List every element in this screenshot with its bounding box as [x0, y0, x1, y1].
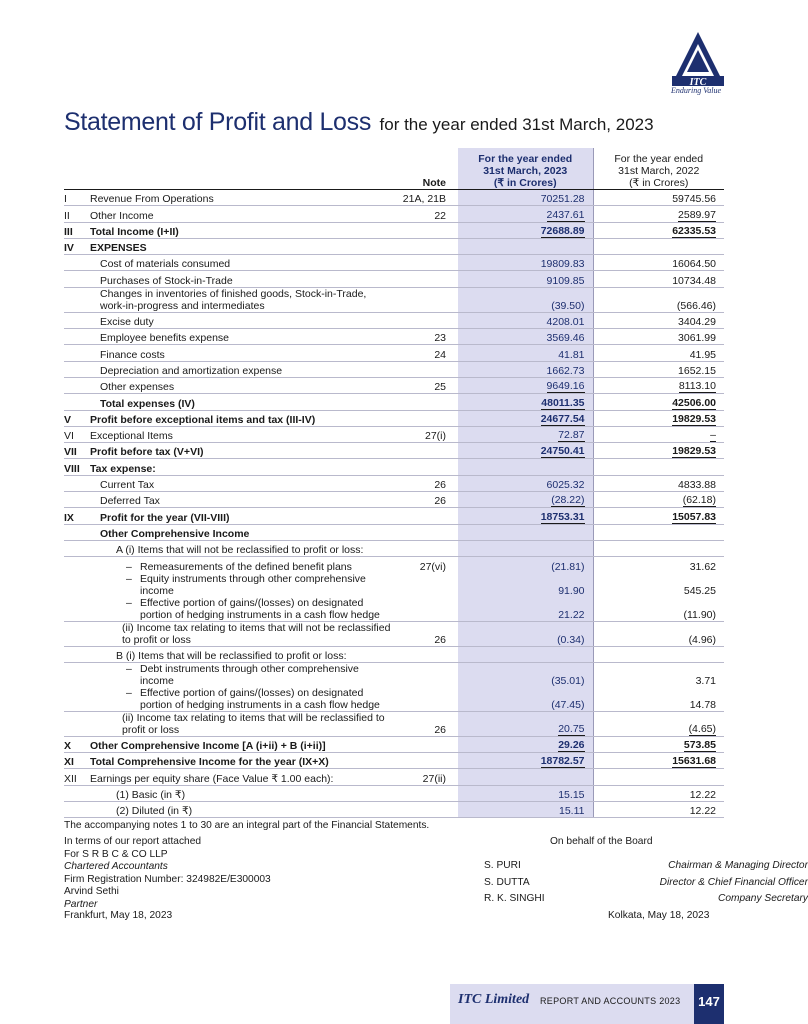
report-name: REPORT AND ACCOUNTS 2023 [540, 996, 681, 1006]
row-roman: XII [64, 769, 86, 785]
row-note [398, 238, 458, 254]
row-note: 21A, 21B [398, 190, 458, 206]
row-roman: I [64, 190, 86, 206]
row-particulars: – Remeasurements of the defined benefit plans [86, 557, 398, 573]
row-current-value [458, 646, 593, 662]
row-current-value: (39.50) [458, 287, 593, 312]
row-previous-value [593, 524, 724, 540]
row-roman: XI [64, 753, 86, 769]
row-roman: IX [64, 508, 86, 524]
table-row [64, 394, 724, 410]
row-particulars: Profit for the year (VII-VIII) [86, 508, 398, 524]
row-particulars: Earnings per equity share (Face Value ₹ 1.00 each): [86, 769, 398, 785]
row-previous-value: 19829.53 [593, 443, 724, 459]
table-row [64, 687, 724, 712]
row-particulars: Other Income [86, 206, 398, 222]
company-name: ITC Limited [458, 992, 530, 1007]
row-previous-value: 8113.10 [593, 377, 724, 393]
row-particulars: Cost of materials consumed [86, 255, 398, 271]
row-roman [64, 475, 86, 491]
row-roman [64, 557, 86, 573]
row-particulars: Other expenses [86, 377, 398, 393]
row-particulars: Employee benefits expense [86, 329, 398, 345]
row-roman [64, 287, 86, 312]
row-previous-value: (4.65) [593, 711, 724, 736]
row-previous-value: (11.90) [593, 597, 724, 622]
row-note [398, 662, 458, 687]
row-note: 27(vi) [419, 560, 446, 573]
row-previous-value: 12.22 [593, 785, 724, 801]
table-row [64, 662, 724, 687]
row-current-value: 70251.28 [458, 190, 593, 206]
row-note [398, 687, 458, 712]
row-roman [64, 524, 86, 540]
row-current-value: (47.45) [458, 687, 593, 712]
row-previous-value: 15631.68 [593, 753, 724, 769]
header-note: Note [398, 148, 458, 190]
row-roman [64, 662, 86, 687]
row-roman [64, 711, 86, 736]
row-current-value: 18753.31 [458, 508, 593, 524]
row-particulars: Other Comprehensive Income [A (i+ii) + B (i+ii)] [86, 736, 398, 752]
row-previous-value: 545.25 [593, 573, 724, 597]
row-current-value: 19809.83 [458, 255, 593, 271]
row-note [398, 597, 458, 622]
row-particulars: Tax expense: [86, 459, 398, 475]
row-roman [64, 255, 86, 271]
row-particulars: EXPENSES [86, 238, 398, 254]
row-note [398, 361, 458, 377]
table-row [64, 557, 724, 573]
row-current-value: 9109.85 [458, 271, 593, 287]
row-current-value: 29.26 [458, 736, 593, 752]
board-member: R. K. SINGHI Company Secretary [484, 893, 808, 904]
place-date-left: Frankfurt, May 18, 2023 [64, 910, 173, 921]
row-note: 22 [398, 206, 458, 222]
row-particulars: A (i) Items that will not be reclassified to profit or loss: [86, 540, 398, 556]
notes-statement: The accompanying notes 1 to 30 are an integral part of the Financial Statements. [64, 820, 430, 831]
row-previous-value: – [593, 426, 724, 442]
row-previous-value: 62335.53 [593, 222, 724, 238]
row-roman [64, 597, 86, 622]
row-previous-value [593, 769, 724, 785]
row-note [398, 222, 458, 238]
row-particulars: Total Comprehensive Income for the year (IX+X) [86, 753, 398, 769]
row-roman [64, 394, 86, 410]
row-note [398, 410, 458, 426]
table-row [64, 238, 724, 254]
row-particulars: Current Tax [86, 475, 398, 491]
row-note [398, 736, 458, 752]
row-particulars: (1) Basic (in ₹) [86, 785, 398, 801]
table-row [64, 287, 724, 312]
row-previous-value: 15057.83 [593, 508, 724, 524]
row-roman [64, 312, 86, 328]
table-row [64, 312, 724, 328]
row-previous-value: (62.18) [593, 492, 724, 508]
row-note: 26 [398, 711, 458, 736]
row-previous-value: (4.96) [593, 621, 724, 646]
row-current-value: 20.75 [458, 711, 593, 736]
table-row [64, 345, 724, 361]
row-previous-value: 573.85 [593, 736, 724, 752]
row-current-value: 2437.61 [458, 206, 593, 222]
row-current-value: (28.22) [458, 492, 593, 508]
table-row [64, 540, 724, 556]
row-previous-value: 3061.99 [593, 329, 724, 345]
row-roman: VII [64, 443, 86, 459]
row-current-value: (35.01) [458, 662, 593, 687]
row-previous-value: (566.46) [593, 287, 724, 312]
table-row [64, 492, 724, 508]
row-note [398, 540, 458, 556]
row-particulars: B (i) Items that will be reclassified to profit or loss: [86, 646, 398, 662]
place-date-right: Kolkata, May 18, 2023 [608, 910, 710, 921]
board-member: S. DUTTA Director & Chief Financial Officer [484, 877, 808, 888]
header-current-year: For the year ended 31st March, 2023 (₹ in Crores) [458, 148, 593, 190]
row-previous-value: 42506.00 [593, 394, 724, 410]
row-particulars: Deferred Tax [86, 492, 398, 508]
row-particulars: Revenue From Operations [86, 190, 398, 206]
row-previous-value: 14.78 [593, 687, 724, 712]
row-current-value: 21.22 [458, 597, 593, 622]
row-note [398, 573, 458, 597]
header-previous-year: For the year ended 31st March, 2022 (₹ in Crores) [593, 148, 724, 190]
row-particulars: – Effective portion of gains/(losses) on designated portion of hedging instruments in a cash flow hedge [86, 687, 398, 712]
table-row [64, 443, 724, 459]
row-particulars: Profit before exceptional items and tax (III-IV) [86, 410, 398, 426]
page-footer-band [450, 984, 694, 1024]
row-particulars: Profit before tax (V+VI) [86, 443, 398, 459]
row-note [398, 271, 458, 287]
row-current-value: 6025.32 [458, 475, 593, 491]
row-current-value [458, 238, 593, 254]
row-previous-value: 10734.48 [593, 271, 724, 287]
row-particulars: Other Comprehensive Income [86, 524, 398, 540]
row-roman: IV [64, 238, 86, 254]
row-note [398, 287, 458, 312]
row-roman [64, 345, 86, 361]
row-roman [64, 646, 86, 662]
row-roman [64, 377, 86, 393]
row-roman [64, 271, 86, 287]
title-sub: for the year ended 31st March, 2023 [379, 115, 654, 134]
row-note [398, 524, 458, 540]
row-roman [64, 573, 86, 597]
row-roman [64, 687, 86, 712]
row-current-value [458, 540, 593, 556]
row-note [398, 753, 458, 769]
row-current-value: 41.81 [458, 345, 593, 361]
title-main: Statement of Profit and Loss [64, 108, 372, 136]
table-row [64, 459, 724, 475]
table-row [64, 646, 724, 662]
table-header [64, 148, 724, 190]
row-note [398, 443, 458, 459]
row-note: 27(i) [398, 426, 458, 442]
table-row [64, 206, 724, 222]
table-row [64, 785, 724, 801]
row-particulars: Changes in inventories of finished goods, Stock-in-Trade, work-in-progress and intermediates [86, 287, 398, 312]
row-roman [64, 621, 86, 646]
table-row [64, 190, 724, 206]
table-row [64, 711, 724, 736]
row-current-value: 72688.89 [458, 222, 593, 238]
row-roman: III [64, 222, 86, 238]
table-row [64, 508, 724, 524]
row-previous-value: 59745.56 [593, 190, 724, 206]
row-roman: II [64, 206, 86, 222]
row-previous-value [593, 459, 724, 475]
row-note [398, 508, 458, 524]
row-current-value: (21.81) [458, 557, 593, 573]
row-current-value: 91.90 [458, 573, 593, 597]
row-roman [64, 329, 86, 345]
table-row [64, 222, 724, 238]
row-note [398, 394, 458, 410]
row-previous-value: 3404.29 [593, 312, 724, 328]
table-row [64, 736, 724, 752]
row-note: 26 [398, 621, 458, 646]
table-row [64, 377, 724, 393]
row-particulars: – Effective portion of gains/(losses) on designated portion of hedging instruments in a cash flow hedge [86, 597, 398, 622]
row-particulars: – Debt instruments through other comprehensive income [86, 662, 398, 687]
row-previous-value: 1652.15 [593, 361, 724, 377]
row-roman [64, 492, 86, 508]
row-roman [64, 802, 86, 818]
row-roman: X [64, 736, 86, 752]
table-row [64, 753, 724, 769]
row-particulars: Purchases of Stock-in-Trade [86, 271, 398, 287]
row-current-value: 9649.16 [458, 377, 593, 393]
auditor-block: In terms of our report attached For S R B C & CO LLP Chartered Accountants Firm Registration Number: 324982E/E300003 Arvind Sethi Partner [64, 836, 271, 910]
row-current-value: 4208.01 [458, 312, 593, 328]
row-previous-value: 16064.50 [593, 255, 724, 271]
row-current-value [458, 459, 593, 475]
row-previous-value: 4833.88 [593, 475, 724, 491]
table-row [64, 573, 724, 597]
row-particulars: Depreciation and amortization expense [86, 361, 398, 377]
row-note [398, 785, 458, 801]
row-particulars: Finance costs [86, 345, 398, 361]
board-behalf: On behalf of the Board [550, 836, 653, 847]
row-particulars: Total Income (I+II) [86, 222, 398, 238]
row-note: 23 [398, 329, 458, 345]
table-row [64, 271, 724, 287]
row-current-value: 24750.41 [458, 443, 593, 459]
table-row [64, 426, 724, 442]
row-previous-value: 31.62 [593, 557, 724, 573]
row-roman: VIII [64, 459, 86, 475]
row-particulars: – Equity instruments through other comprehensive income [86, 573, 398, 597]
table-row [64, 329, 724, 345]
row-previous-value: 3.71 [593, 662, 724, 687]
board-member: S. PURI Chairman & Managing Director [484, 860, 808, 871]
table-row [64, 621, 724, 646]
table-row [64, 769, 724, 785]
row-note: 24 [398, 345, 458, 361]
table-row [64, 255, 724, 271]
row-note: 25 [398, 377, 458, 393]
row-note [398, 802, 458, 818]
profit-loss-table [64, 148, 724, 818]
row-previous-value [593, 646, 724, 662]
row-roman [64, 540, 86, 556]
table-row [64, 597, 724, 622]
table-row [64, 410, 724, 426]
svg-text:ITC: ITC [689, 77, 707, 88]
table-row [64, 475, 724, 491]
row-roman [64, 785, 86, 801]
row-particulars: Total expenses (IV) [86, 394, 398, 410]
row-particulars: (ii) Income tax relating to items that will not be reclassified to profit or loss [86, 621, 398, 646]
row-current-value: 48011.35 [458, 394, 593, 410]
row-current-value: (0.34) [458, 621, 593, 646]
row-roman: V [64, 410, 86, 426]
row-particulars: (ii) Income tax relating to items that will be reclassified to profit or loss [86, 711, 398, 736]
row-previous-value [593, 540, 724, 556]
row-current-value: 18782.57 [458, 753, 593, 769]
row-current-value: 1662.73 [458, 361, 593, 377]
row-previous-value: 41.95 [593, 345, 724, 361]
row-particulars: Excise duty [86, 312, 398, 328]
row-current-value: 15.11 [458, 802, 593, 818]
row-previous-value [593, 238, 724, 254]
row-note [398, 312, 458, 328]
row-previous-value: 19829.53 [593, 410, 724, 426]
row-previous-value: 12.22 [593, 802, 724, 818]
table-row [64, 802, 724, 818]
row-current-value [458, 769, 593, 785]
row-current-value: 24677.54 [458, 410, 593, 426]
row-note [398, 646, 458, 662]
row-current-value: 72.87 [458, 426, 593, 442]
row-current-value [458, 524, 593, 540]
row-particulars: (2) Diluted (in ₹) [86, 802, 398, 818]
logo-tagline: Enduring Value [671, 86, 721, 95]
row-note [398, 459, 458, 475]
table-row [64, 361, 724, 377]
row-note: 27(ii) [398, 769, 458, 785]
table-row [64, 524, 724, 540]
row-current-value: 15.15 [458, 785, 593, 801]
row-roman: VI [64, 426, 86, 442]
row-previous-value: 2589.97 [593, 206, 724, 222]
page-number: 147 [694, 984, 724, 1024]
row-note: 26 [398, 492, 458, 508]
row-current-value: 3569.46 [458, 329, 593, 345]
row-note: 26 [398, 475, 458, 491]
row-roman [64, 361, 86, 377]
page-title [64, 108, 654, 137]
row-note [398, 255, 458, 271]
row-particulars: Exceptional Items [86, 426, 398, 442]
